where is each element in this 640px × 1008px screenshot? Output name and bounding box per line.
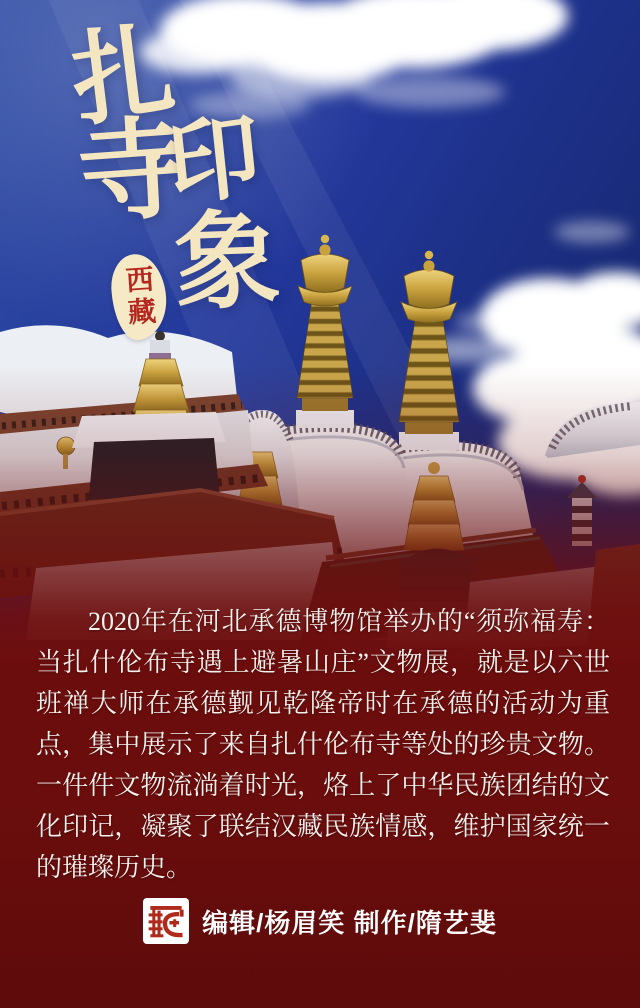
publisher-seal-icon <box>143 898 189 944</box>
footer <box>0 898 640 944</box>
article-paragraph: 2020年在河北承德博物馆举办的“须弥福寿：当扎什伦布寺遇上避暑山庄”文物展，就是以六世班禅大师在承德觐见乾隆帝时在承德的活动为重点，集中展示了来自扎什伦布寺等处的珍贵文物。一件件文物流淌着时光，烙上了中华民族团结的文化印记，凝聚了联结汉藏民族情感，维护国家统一的璀璨历史。 <box>36 607 610 882</box>
title-char-yin: 印 <box>162 99 266 221</box>
tibet-seal-text: 西藏 <box>120 263 159 331</box>
seal-glyph-icon <box>146 901 186 941</box>
title-calligraphy <box>0 0 420 400</box>
title-char-xiang: 象 <box>171 196 283 325</box>
tibet-seal-stamp <box>109 252 169 342</box>
title-char-si: 寺 <box>74 102 192 239</box>
credits-text: 编辑/杨眉笑 制作/隋艺斐 <box>202 907 497 938</box>
title-char-zha: 扎 <box>65 7 181 143</box>
